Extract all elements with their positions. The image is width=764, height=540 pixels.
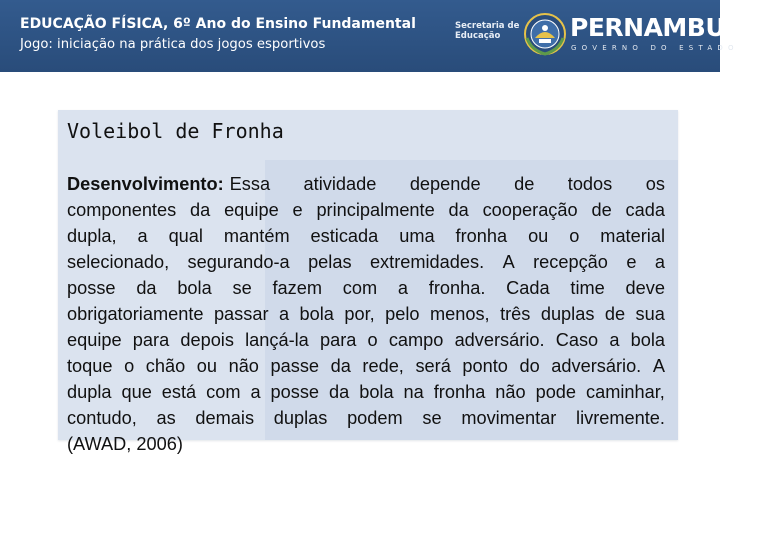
body-word: campo	[388, 330, 444, 350]
body-word: time	[570, 278, 605, 298]
body-word: selecionado,	[67, 252, 170, 272]
body-word: será	[415, 356, 451, 376]
body-word: contudo,	[67, 408, 137, 428]
body-line	[67, 171, 665, 197]
header-bar	[0, 0, 764, 72]
body-word: caminhar,	[586, 382, 665, 402]
body-word: livremente.	[576, 408, 665, 428]
body-word: demais	[195, 408, 255, 428]
secretaria-line-2: Educação	[455, 31, 501, 41]
body-word: qual	[168, 226, 203, 246]
body-word: bola	[359, 382, 394, 402]
body-word: com	[206, 382, 241, 402]
body-word: adversário.	[454, 330, 545, 350]
body-word: dupla	[67, 382, 112, 402]
body-word: equipe	[224, 200, 279, 220]
body-word: segurando-a	[187, 252, 290, 272]
body-line	[67, 223, 665, 249]
body-word: posse	[270, 382, 320, 402]
brand-name: PERNAMBUCO	[570, 13, 764, 42]
body-word: se	[422, 408, 442, 428]
body-word: a	[397, 278, 408, 298]
body-word: posse	[67, 278, 116, 298]
body-word: fronha	[433, 382, 486, 402]
body-word: chão	[145, 356, 186, 376]
body-word: está	[161, 382, 197, 402]
body-word: recepção	[533, 252, 608, 272]
body-word: material	[600, 226, 665, 246]
body-word: passar	[213, 304, 269, 324]
body-word: bola	[630, 330, 665, 350]
body-word: pode	[535, 382, 577, 402]
body-word: as	[156, 408, 176, 428]
body-word: se	[232, 278, 252, 298]
body-word: todos	[567, 174, 613, 194]
body-word: A	[652, 356, 665, 376]
body-word: da	[136, 278, 157, 298]
brand-subtitle: GOVERNO DO ESTADO	[571, 44, 739, 52]
body-line: (AWAD, 2006)	[67, 434, 183, 454]
content-title: Voleibol de Fronha	[67, 119, 284, 143]
state-seal-icon	[523, 12, 567, 56]
body-word: do	[519, 356, 540, 376]
body-word: a	[609, 330, 620, 350]
body-line	[67, 275, 665, 301]
body-line	[67, 327, 665, 353]
header-subtitle: Jogo: iniciação na prática dos jogos esportivos	[20, 37, 326, 52]
body-word: cooperação	[482, 200, 578, 220]
body-word: e	[292, 200, 303, 220]
body-word: a	[137, 226, 148, 246]
body-line	[67, 353, 665, 379]
content-body	[67, 171, 665, 457]
body-line	[67, 405, 665, 431]
body-word: não	[228, 356, 259, 376]
header-title: EDUCAÇÃO FÍSICA, 6º Ano do Ensino Fundamental	[20, 16, 416, 32]
body-word: a	[654, 252, 665, 272]
body-word: A	[502, 252, 515, 272]
body-word: para	[319, 330, 357, 350]
body-word: equipe	[67, 330, 122, 350]
body-word: a	[278, 304, 290, 324]
body-word: não	[495, 382, 526, 402]
body-word: rede,	[362, 356, 404, 376]
body-word: fazem	[272, 278, 322, 298]
body-line	[67, 249, 665, 275]
body-word: da	[190, 200, 211, 220]
body-word: adversário.	[551, 356, 642, 376]
body-word: movimentar	[461, 408, 557, 428]
body-line	[67, 301, 665, 327]
body-word: depois	[180, 330, 234, 350]
body-word: menos,	[429, 304, 490, 324]
body-word: que	[121, 382, 152, 402]
body-word: componentes	[67, 200, 177, 220]
body-word: atividade	[303, 174, 377, 194]
body-word: ponto	[462, 356, 508, 376]
body-word: passe	[270, 356, 320, 376]
body-word: dupla,	[67, 226, 117, 246]
body-word: lançá-la	[245, 330, 309, 350]
body-line	[67, 379, 665, 405]
body-word: mantém	[223, 226, 290, 246]
body-word: deve	[625, 278, 665, 298]
body-word: duplas	[273, 408, 328, 428]
body-word: o	[124, 356, 135, 376]
body-word: podem	[347, 408, 403, 428]
body-word: na	[403, 382, 424, 402]
body-line-text	[230, 171, 665, 197]
body-word: ou	[528, 226, 549, 246]
development-label: Desenvolvimento:	[67, 174, 224, 194]
body-word: o	[367, 330, 378, 350]
body-word: da	[448, 200, 469, 220]
body-word: com	[342, 278, 378, 298]
body-word: da	[330, 356, 351, 376]
body-word: pelo	[385, 304, 420, 324]
secretaria-logo-text	[455, 21, 519, 41]
body-word: para	[132, 330, 170, 350]
body-word: a	[250, 382, 261, 402]
body-word: bola	[299, 304, 334, 324]
body-word: duplas	[540, 304, 595, 324]
body-word: e	[626, 252, 637, 272]
body-word: esticada	[310, 226, 379, 246]
body-word: sua	[635, 304, 665, 324]
body-word: de	[604, 304, 626, 324]
body-word: depende	[409, 174, 481, 194]
body-word: o	[569, 226, 580, 246]
body-word: cada	[625, 200, 665, 220]
body-word: de	[591, 200, 612, 220]
body-word: de	[514, 174, 535, 194]
body-word: fronha.	[428, 278, 486, 298]
body-word: por,	[344, 304, 375, 324]
body-line	[67, 197, 665, 223]
body-word: três	[500, 304, 531, 324]
body-word: os	[645, 174, 665, 194]
body-word: uma	[399, 226, 435, 246]
body-word: bola	[177, 278, 212, 298]
body-word: extremidades.	[369, 252, 485, 272]
body-word: da	[329, 382, 350, 402]
body-word: pelas	[308, 252, 352, 272]
body-word: Caso	[555, 330, 599, 350]
body-word: obrigatoriamente	[67, 304, 204, 324]
body-word: fronha	[455, 226, 508, 246]
body-word: ou	[196, 356, 218, 376]
body-word: toque	[67, 356, 113, 376]
secretaria-line-1: Secretaria de	[455, 21, 520, 31]
body-word: Cada	[506, 278, 550, 298]
body-word: principalmente	[316, 200, 435, 220]
body-word: Essa	[229, 174, 271, 194]
